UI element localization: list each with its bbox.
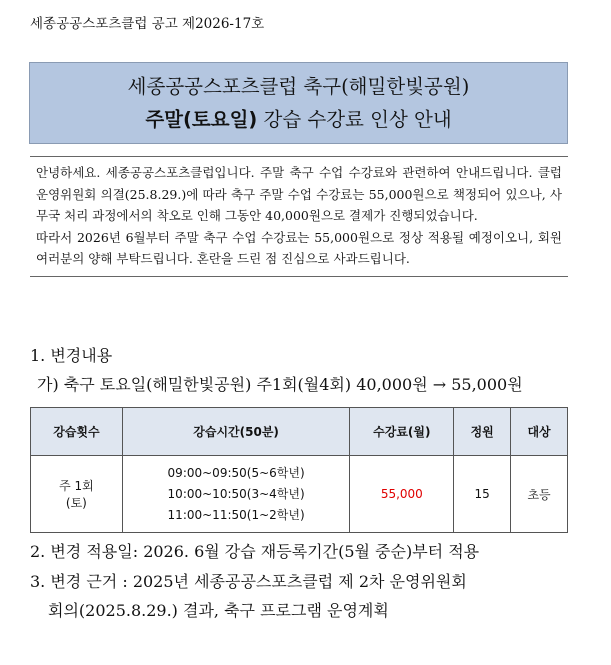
time-slot-2: 10:00~10:50(3~4학년) — [167, 486, 305, 501]
section-3-line-1: 3. 변경 근거 : 2025년 세종공공스포츠클럽 제 2차 운영위원회 — [30, 572, 467, 591]
cell-capacity: 15 — [454, 456, 511, 533]
title-rest: 강습 수강료 인상 안내 — [257, 108, 452, 131]
section-1-item: 가) 축구 토요일(해밀한빛공원) 주1회(월4회) 40,000원 → 55,000원 — [37, 375, 523, 394]
header-capacity: 정원 — [454, 408, 511, 456]
notice-number: 세종공공스포츠클럽 공고 제2026-17호 — [30, 16, 265, 32]
program-table — [30, 407, 568, 533]
title-emphasis: 주말(토요일) — [145, 108, 258, 131]
time-slot-1: 09:00~09:50(5~6학년) — [167, 465, 305, 480]
table-row — [31, 456, 568, 533]
header-count: 강습횟수 — [31, 408, 123, 456]
title-line-2 — [30, 105, 567, 135]
intro-box — [30, 156, 568, 277]
table-header-row — [31, 408, 568, 456]
time-slot-3: 11:00~11:50(1~2학년) — [167, 507, 305, 522]
section-3-line-2: 회의(2025.8.29.) 결과, 축구 프로그램 운영계획 — [48, 601, 389, 620]
title-line-1: 세종공공스포츠클럽 축구(해밀한빛공원) — [127, 75, 470, 98]
title-box — [29, 62, 568, 144]
count-line-1: 주 1회 — [59, 479, 94, 493]
header-target: 대상 — [511, 408, 568, 456]
cell-count — [31, 456, 123, 533]
cell-target: 초등 — [511, 456, 568, 533]
intro-paragraph-2: 따라서 2026년 6월부터 주말 축구 수업 수강료는 55,000원으로 정상 적용될 예정이오니, 회원 여러분의 양해 부탁드립니다. 혼란을 드린 점 진심으로 사과드립니다. — [36, 229, 562, 266]
section-1-heading: 1. 변경내용 — [30, 346, 113, 365]
cell-times — [122, 456, 350, 533]
section-2: 2. 변경 적용일: 2026. 6월 강습 재등록기간(5월 중순)부터 적용 — [30, 542, 480, 561]
cell-fee: 55,000 — [350, 456, 454, 533]
header-time: 강습시간(50분) — [122, 408, 350, 456]
header-fee: 수강료(월) — [350, 408, 454, 456]
intro-paragraph-1: 안녕하세요. 세종공공스포츠클럽입니다. 주말 축구 수업 수강료와 관련하여 안내드립니다. 클럽 운영위원회 의결(25.8.29.)에 따라 축구 주말 수업 수강료는 55,000원으로 책정되어 있으나, 사무국 처리 과정에서의 착오로 인해 그동안 40,000원으로 결제가 진행되었습니다. — [36, 165, 562, 223]
count-line-2: (토) — [65, 496, 87, 510]
